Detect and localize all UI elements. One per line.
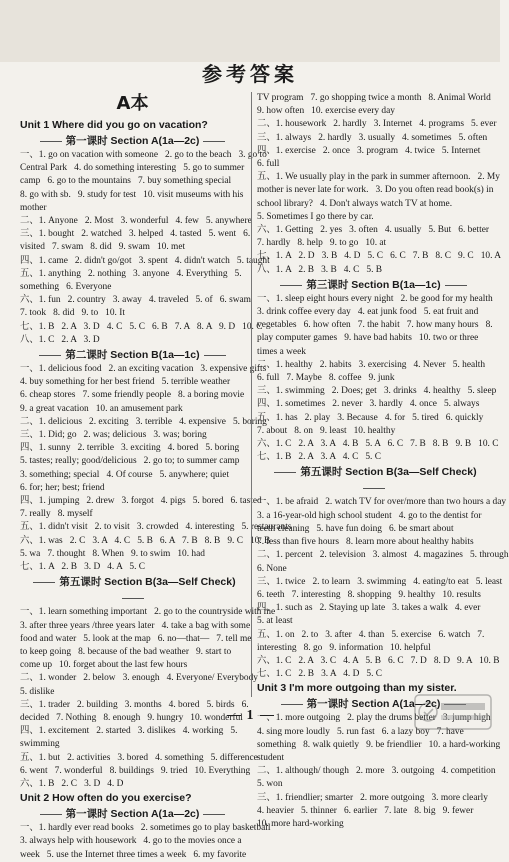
answer-line: 四、1. came 2. didn't go/got 3. spent 4. didn't watch 5. taught [20, 255, 270, 266]
answer-line: 七、1. A 2. D 3. B 4. D 5. C 6. C 7. B 8. C 9. C 10. A [257, 251, 502, 262]
answer-line: 六、1. was 2. C 3. A 4. C 5. B 6. A 7. B 8. B 9. C 10. B [20, 535, 271, 546]
answer-line: 二、1. housework 2. hardly 3. Internet 4. programs 5. ever [257, 119, 497, 130]
answer-line: 6. cheap stores 7. some friendly people 8. a boring movie [20, 390, 245, 401]
answer-line: 3. a 16-year-old high school student 4. go to the dentist for [257, 510, 482, 521]
answer-line: 三、1. bought 2. watched 3. helped 4. tasted 5. went 6. [20, 229, 251, 240]
lesson-heading: 第二课时 Section B(1a—1c) [20, 347, 245, 363]
answer-line: 五、1. We usually play in the park in summer afternoon. 2. My [257, 172, 500, 183]
answer-line: 9. how often 10. exercise every day [257, 106, 395, 117]
top-header-band [0, 0, 500, 62]
answer-line: visited 7. swam 8. did 9. swam 10. met [20, 242, 186, 253]
answer-line: student [257, 752, 285, 763]
answer-line: 5. at least [257, 616, 293, 627]
answer-line: 三、1. twice 2. to learn 3. swimming 4. eating/to eat 5. least [257, 576, 503, 587]
answer-line: 三、1. swimming 2. Does; get 3. drinks 4. healthy 5. sleep [257, 386, 497, 397]
column-divider [251, 92, 252, 697]
answer-line: 五、1. but 2. activities 3. bored 4. something 5. difference [20, 752, 258, 763]
answer-line: 9. a great vacation 10. an amusement park [20, 403, 183, 414]
answer-line: mother [20, 202, 47, 213]
answer-line: interesting 8. go 9. information 10. helpful [257, 642, 431, 653]
answer-line: Central Park 4. do something interesting 5. go to summer [20, 163, 245, 174]
answer-line: come up 10. forget about the last few hours [20, 660, 188, 671]
answer-line: 5. dislike [20, 686, 55, 697]
answer-line: school library? 4. Don't always watch TV at home. [257, 198, 453, 209]
answer-line: 4. buy something for her best friend 5. terrible weather [20, 377, 231, 388]
answer-line: 7. about 8. on 9. least 10. healthy [257, 425, 396, 436]
answer-line: 二、1. healthy 2. habits 3. exercising 4. Never 5. health [257, 359, 486, 370]
answer-line: 一、1. delicious food 2. an exciting vacation 3. expensive gifts [20, 364, 267, 375]
answer-line: 6. full [257, 159, 280, 170]
answer-line: 三、1. trader 2. building 3. months 4. bored 5. birds 6. [20, 699, 249, 710]
answer-line: 5. Sometimes I go there by car. [257, 211, 374, 222]
answer-line: 四、1. exercise 2. once 3. program 4. twice 5. Internet [257, 145, 481, 156]
answer-line: 3. something; special 4. Of course 5. anywhere; quiet [20, 469, 230, 480]
answer-line: 一、1. learn something important 2. go to the countryside with me [20, 607, 276, 618]
answer-line: 6. None [257, 563, 287, 574]
answer-line: 5. wa 7. thought 8. When 9. to swim 10. had [20, 548, 205, 559]
unit-heading: Unit 2 How often do you exercise? [20, 792, 192, 805]
answer-line: play computer games 9. have bad habits 10. two or three [257, 333, 479, 344]
answer-line: 三、1. friendlier; smarter 2. more outgoing 3. more clearly [257, 792, 488, 803]
answer-line: 五、1. didn't visit 2. to visit 3. crowded 4. interesting 5. restaurants [20, 522, 292, 533]
lesson-heading: 第三课时 Section B(1a—1c) [257, 277, 490, 293]
answer-line: 6. went 7. wonderful 8. buildings 9. tried 10. Everything [20, 765, 251, 776]
volume-heading: A本 [116, 93, 149, 114]
answer-line: swimming [20, 739, 60, 750]
answer-line: 二、1. percent 2. television 3. almost 4. magazines 5. through [257, 550, 509, 561]
answer-line: TV program 7. go shopping twice a month 8. Animal World [257, 93, 491, 103]
answer-line: 八、1. C 2. A 3. D [20, 334, 100, 345]
answer-line: 二、1. wonder 2. below 3. enough 4. Everyone/ Everybody [20, 673, 258, 684]
answer-line: 一、1. sleep eight hours every night 2. be good for my health [257, 293, 493, 304]
answer-line: 3. always help with housework 4. go to the movies once a [20, 836, 242, 847]
lesson-heading: 第一课时 Section A(1a—2c) [20, 806, 245, 822]
unit-heading: Unit 3 I'm more outgoing than my sister. [257, 682, 457, 695]
answer-line: 一、1. hardly ever read books 2. sometimes go to play basketball [20, 823, 271, 834]
lesson-heading: 第五课时 Section B(3a—Self Check) [20, 574, 245, 606]
answer-line: 六、1. Getting 2. yes 3. often 4. usually 5. But 6. better [257, 225, 490, 236]
answer-line: 一、1. go on vacation with someone 2. go to the beach 3. go to [20, 150, 267, 160]
answer-line: 七、1. B 2. A 3. A 4. C 5. C [257, 452, 381, 463]
page-number: 1 [0, 708, 500, 724]
watermark-logo [414, 694, 492, 730]
answer-line: 七、1. A 2. B 3. D 4. A 5. C [20, 562, 146, 573]
answer-line: 八、1. A 2. B 3. B 4. C 5. B [257, 264, 383, 275]
answer-line: 7. really 8. myself [20, 509, 93, 520]
unit-heading: Unit 1 Where did you go on vacation? [20, 119, 208, 131]
answer-line: 3. after three years /three years later 4. take a bag with some [20, 620, 251, 631]
answer-line: 三、1. Did; go 2. was; delicious 3. was; boring [20, 430, 207, 441]
answer-line: teeth cleaning 5. have fun doing 6. be smart about [257, 523, 454, 534]
lesson-heading: 第一课时 Section A(1a—2c) [20, 133, 245, 149]
answer-line: 6. for; her; best; friend [20, 482, 105, 493]
answer-line: 三、1. always 2. hardly 3. usually 4. sometimes 5. often [257, 132, 488, 143]
answer-line: 六、1. B 2. C 3. D 4. D [20, 778, 124, 789]
answer-line: 二、1. Anyone 2. Most 3. wonderful 4. few 5. anywhere [20, 216, 252, 227]
answer-line: 四、1. jumping 2. drew 3. forgot 4. pigs 5. bored 6. tasted [20, 496, 262, 507]
lesson-heading: 第一课时 Section A(1a—2c) [257, 696, 490, 712]
answer-line: 10. more hard-working [257, 818, 344, 829]
answer-line: 一、1. be afraid 2. watch TV for over/more than two hours a day [257, 497, 507, 508]
page-title: 参考答案 [202, 62, 298, 86]
answer-line: 二、1. although/ though 2. more 3. outgoing 4. competition [257, 766, 496, 777]
answer-line: 6. full 7. Maybe 8. coffee 9. junk [257, 373, 395, 384]
answer-line: 7. took 8. did 9. to 10. It [20, 308, 125, 319]
answer-line: 六、1. C 2. A 3. C 4. A 5. B 6. C 7. D 8. D 9. A 10. B [257, 655, 500, 666]
answer-line: 7. less than five hours 8. learn more about healthy habits [257, 537, 474, 548]
answer-line: 7. hardly 8. help 9. to go 10. at [257, 238, 387, 249]
answer-line: decided 7. Nothing 8. enough 9. hungry 10. wonderful [20, 712, 243, 723]
answer-line: food and water 5. look at the map 6. no—that— 7. tell me [20, 633, 252, 644]
answer-line: 二、1. delicious 2. exciting 3. terrible 4. expensive 5. boring [20, 416, 267, 427]
answer-line: vegetables 6. how often 7. the habit 7. how many hours 8. [257, 320, 493, 331]
answer-line: 六、1. C 2. A 3. A 4. B 5. A 6. C 7. B 8. B 9. B 10. C [257, 439, 499, 450]
answer-line: 七、1. C 2. B 3. A 4. D 5. C [257, 669, 383, 680]
answer-line: something 8. walk quietly 9. be friendlier 10. a hard-working [257, 739, 501, 750]
answer-line: 五、1. has 2. play 3. Because 4. for 5. tired 6. quickly [257, 412, 484, 423]
answer-line: mother is never late for work. 3. Do you often read book(s) in [257, 185, 494, 196]
answer-line: camp 6. go to the mountains 7. buy something special [20, 176, 232, 187]
answer-line: 五、1. anything 2. nothing 3. anyone 4. Everything 5. [20, 268, 242, 279]
answer-line: 四、1. such as 2. Staying up late 3. takes a walk 4. ever [257, 603, 481, 614]
answer-line: 5. tastes; really; good/delicious 2. go to; to summer camp [20, 456, 240, 467]
answer-line: 六、1. fun 2. country 3. away 4. traveled 5. of 6. swam [20, 295, 251, 306]
answer-line: 五、1. on 2. to 3. after 4. than 5. exercise 6. watch 7. [257, 629, 485, 640]
answer-line: 七、1. B 2. A 3. D 4. C 5. C 6. B 7. A 8. A 9. D 10. C [20, 321, 263, 332]
answer-line: to keep going 8. because of the bad weather 9. start to [20, 646, 232, 657]
answer-line: times a week [257, 346, 306, 357]
lesson-heading: 第五课时 Section B(3a—Self Check) [257, 464, 490, 496]
answer-line: 四、1. sunny 2. terrible 3. exciting 4. bored 5. boring [20, 443, 240, 454]
answer-line: 四、1. excitement 2. started 3. dislikes 4. working 5. [20, 726, 238, 737]
answer-line: something 6. Everyone [20, 282, 112, 293]
answer-line: 6. teeth 7. interesting 8. shopping 9. healthy 10. results [257, 589, 481, 600]
answer-line: 四、1. sometimes 2. never 3. hardly 4. once 5. always [257, 399, 480, 410]
answer-line: 8. go with sb. 9. study for test 10. visit museums with his [20, 189, 244, 200]
answer-line: 3. drink coffee every day 4. eat junk food 5. eat fruit and [257, 307, 479, 318]
answer-line: 5. won [257, 779, 283, 790]
answer-line: 一、1. more outgoing 2. play the drums better 3. jump high [257, 713, 491, 724]
answer-line: 4. sing more loudly 5. run fast 6. a lazy boy 7. have [257, 726, 464, 737]
answer-line: week 5. use the Internet three times a week 6. my favorite [20, 849, 247, 860]
answer-line: 4. heavier 5. thinner 6. earlier 7. late 8. big 9. fewer [257, 805, 474, 816]
